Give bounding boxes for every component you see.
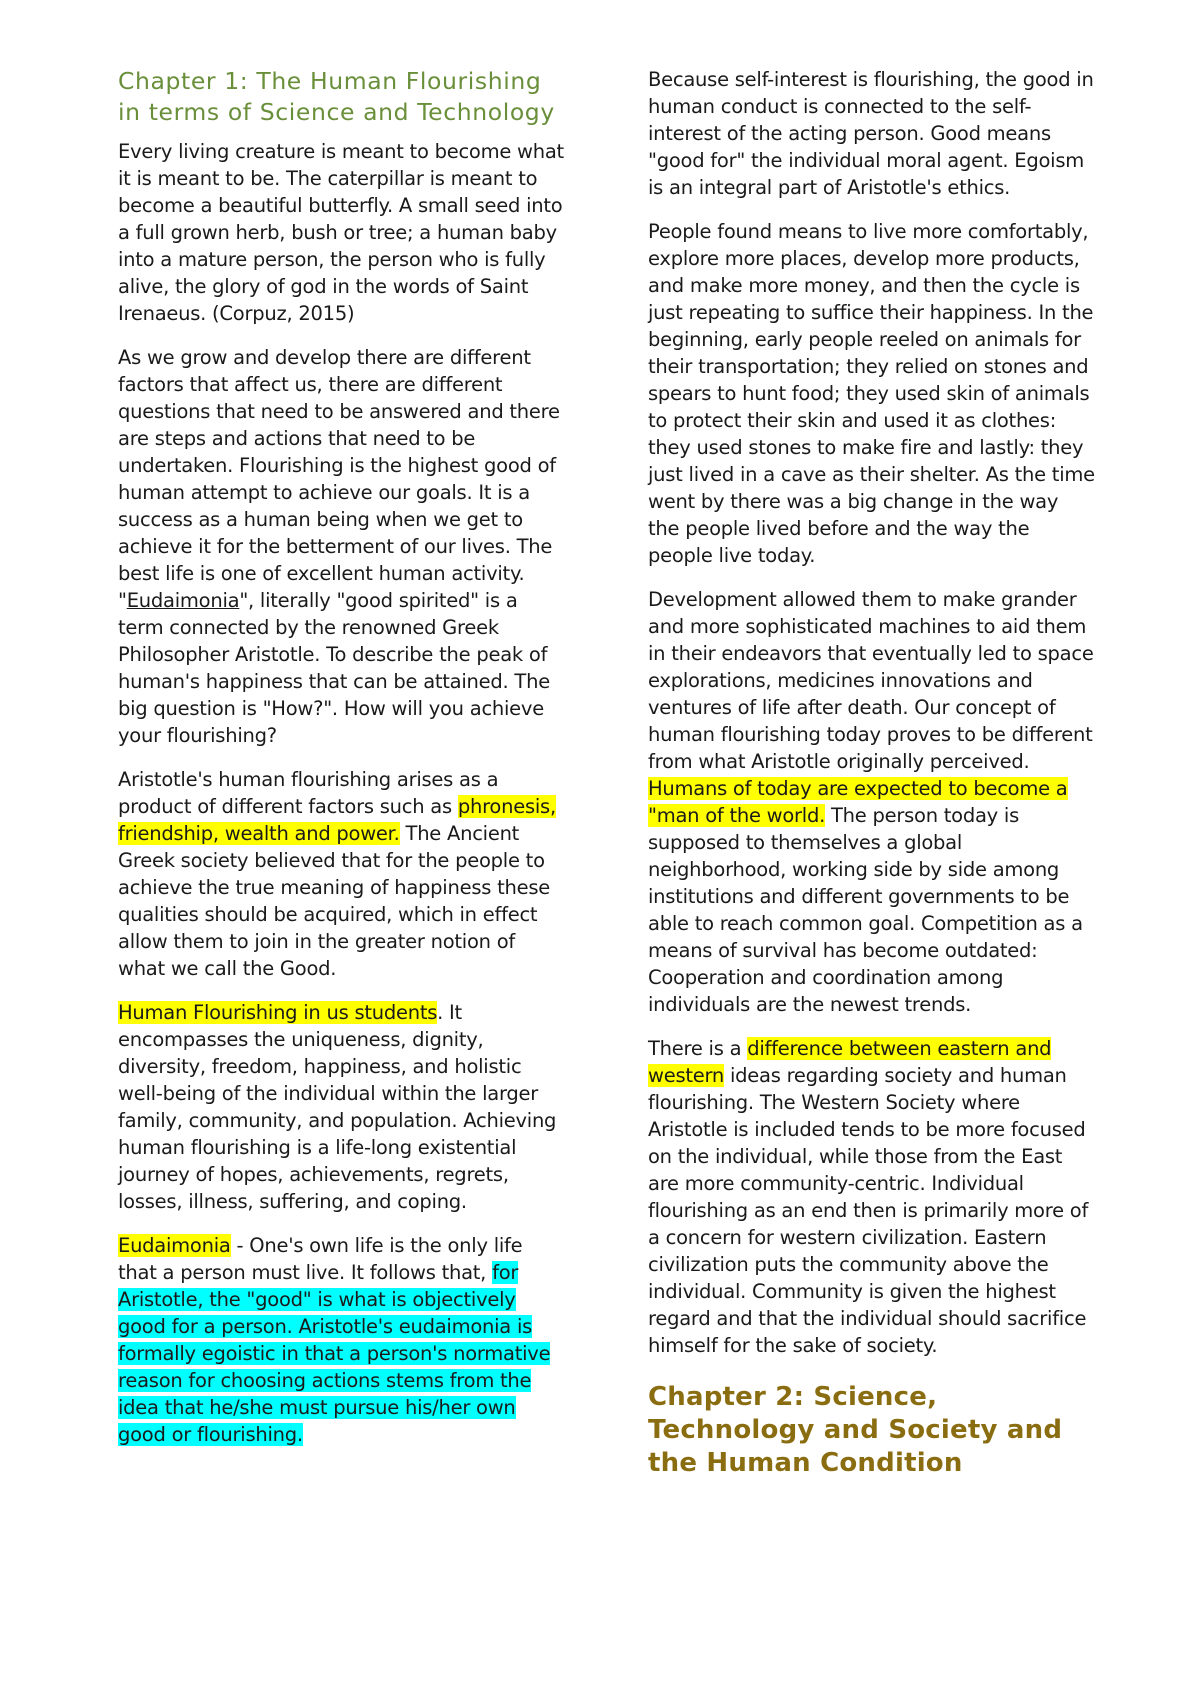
eudaimonia-term: Eudaimonia — [126, 589, 240, 612]
yellow-highlight: Humans of today are expected to become a "man of the world. — [648, 777, 1068, 827]
paragraph-east-west — [648, 1035, 1095, 1359]
yellow-highlight: difference between eastern and western — [648, 1037, 1052, 1087]
yellow-highlight: Eudaimonia — [118, 1234, 231, 1257]
yellow-highlight: phronesis, friendship, wealth and power. — [118, 795, 556, 845]
text-segment: As we grow and develop there are different factors that affect us, there are different questions that need to be answered and there are steps and actions that need to be undertaken. Flourishing is the highest good of human attempt to achieve our goals. It is a success as a human being when we get to achieve it for the betterment of our lives. The best life is one of excellent human activity. " — [118, 346, 560, 612]
paragraph-self-interest: Because self-interest is flourishing, the good in human conduct is connected to the self-interest of the acting person. Good means "good for" the individual moral agent. Egoism is an integral part of Aristotle's ethics. — [648, 68, 1094, 199]
text-segment: The Ancient Greek society believed that for the people to achieve the true meaning of happiness these qualities should be acquired, which in effect allow them to join in the greater notion of what we call the Good. — [118, 822, 551, 980]
paragraph-aristotle-factors — [118, 766, 565, 982]
paragraph-grow-and-develop — [118, 344, 565, 749]
yellow-highlight: Human Flourishing in us students — [118, 1001, 438, 1024]
paragraph-living-creature: Every living creature is meant to become what it is meant to be. The caterpillar is meant to become a beautiful butterfly. A small seed into a full grown herb, bush or tree; a human baby into a mature person, the person who is fully alive, the glory of god in the words of Saint Irenaeus. (Corpuz, 2015) — [118, 140, 564, 325]
chapter-2-heading: Chapter 2: Science, Technology and Society and the Human Condition — [648, 1382, 1063, 1478]
text-segment: The person today is supposed to themselves a global neighborhood, working side by side among institutions and different governments to be able to reach common goal. Competition as a means of survival has become outdated: Cooperation and coordination among individuals are the newest trends. — [648, 804, 1083, 1016]
paragraph-people-found-means: People found means to live more comfortably, explore more places, develop more products, and make more money, and then the cycle is just repeating to suffice their happiness. In the beginning, early people reeled on animals for their transportation; they relied on stones and spears to hunt food; they used skin of animals to protect their skin and used it as clothes: they used stones to make fire and lastly: they just lived in a cave as their shelter. As the time went by there was a big change in the way the people lived before and the way the people live today. — [648, 220, 1095, 567]
paragraph-development — [648, 586, 1095, 1018]
text-segment: . It encompasses the uniqueness, dignity, diversity, freedom, happiness, and holistic well-being of the individual within the larger family, community, and population. Achieving human flourishing is a life-long existential journey of hopes, achievements, regrets, losses, illness, suffering, and coping. — [118, 1001, 557, 1213]
paragraph-eudaimonia-definition — [118, 1232, 565, 1448]
paragraph-human-flourishing-students — [118, 999, 565, 1215]
text-segment: There is a — [648, 1037, 748, 1060]
cyan-highlight: for Aristotle, the "good" is what is objectively good for a person. Aristotle's eudaimonia is formally egoistic in that a person's normative reason for choosing actions stems from the idea that he/she must pursue his/her own good or flourishing. — [118, 1261, 551, 1446]
text-segment: ", literally "good spirited" is a term connected by the renowned Greek Philosopher Aristotle. To describe the peak of human's happiness that can be attained. The big question is "How?". How will you achieve your flourishing? — [118, 589, 550, 747]
text-segment: Development allowed them to make grander and more sophisticated machines to aid them in their endeavors that eventually led to space explorations, medicines innovations and ventures of life after death. Our concept of human flourishing today proves to be different from what Aristotle originally perceived. — [648, 588, 1094, 773]
text-segment: ideas regarding society and human flourishing. The Western Society where Aristotle is included tends to be more focused on the individual, while those from the East are more community-centric. Individual flourishing as an end then is primarily more of a concern for western civilization. Eastern civilization puts the community above the individual. Community is given the highest regard and that the individual should sacrifice himself for the sake of society. — [648, 1064, 1089, 1357]
right-column — [648, 66, 1095, 1480]
left-column — [118, 66, 565, 1465]
chapter-1-heading: Chapter 1: The Human Flourishing in terms of Science and Technology — [118, 67, 555, 126]
text-segment: Aristotle's human flourishing arises as a product of different factors such as — [118, 768, 499, 818]
text-segment: - One's own life is the only life that a person must live. It follows that, — [118, 1234, 523, 1284]
